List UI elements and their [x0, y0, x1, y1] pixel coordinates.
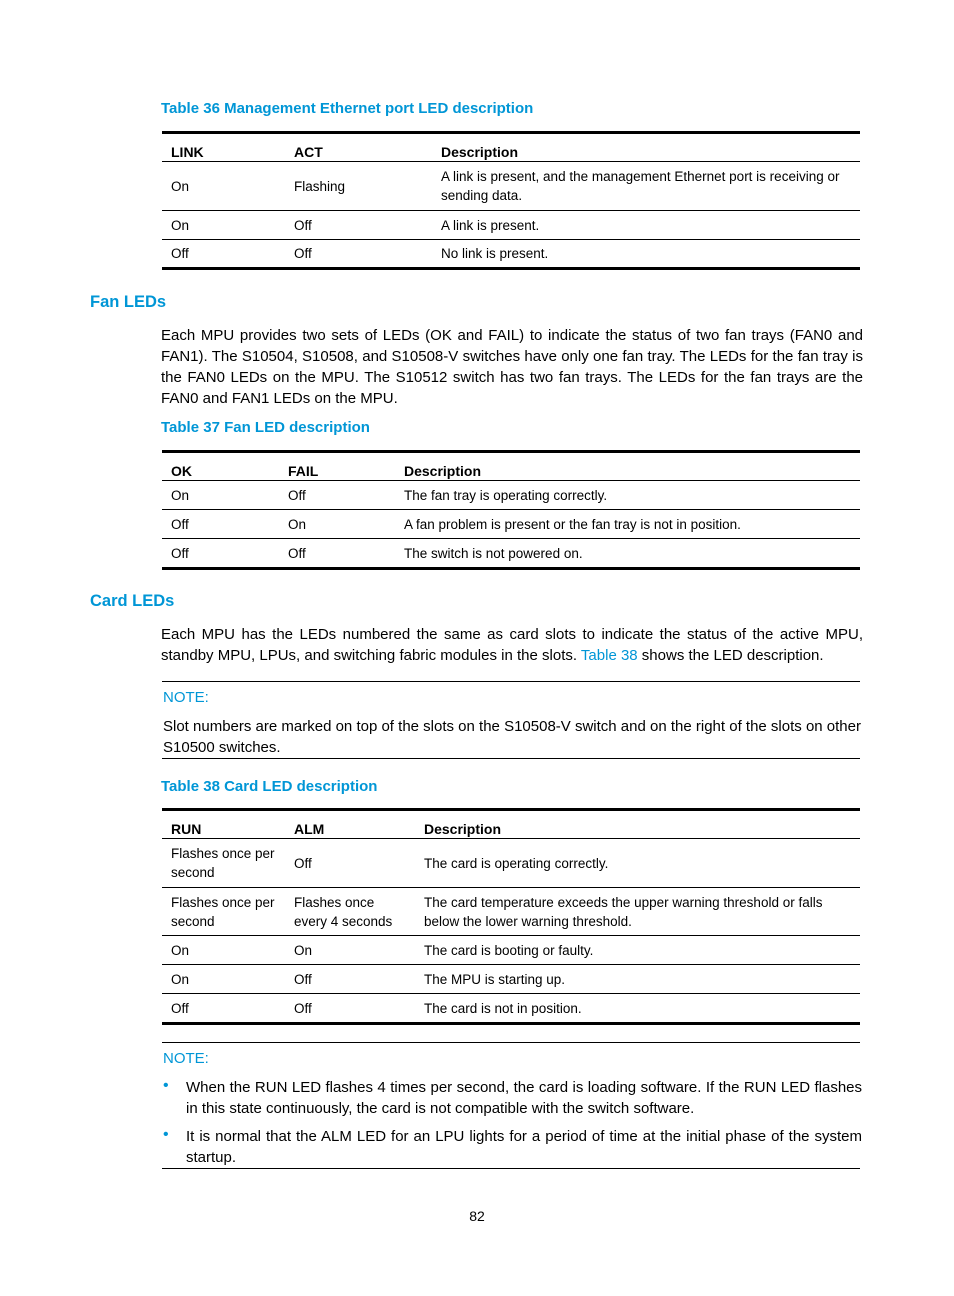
note-bullet-item: It is normal that the ALM LED for an LPU lights for a period of time at the initial phase of the system startup.: [186, 1128, 862, 1166]
table-row: [162, 162, 860, 211]
table-cell: On: [171, 971, 190, 987]
table-cell: Off: [171, 1000, 189, 1016]
table-cell: A fan problem is present or the fan tray is not in position.: [404, 516, 741, 532]
table-cell: Off: [294, 855, 312, 871]
table-cell: Off: [288, 545, 306, 561]
note-bullet-item: When the RUN LED flashes 4 times per second, the card is loading software. If the RUN LED flashes in this state continuously, the card is not compatible with the switch software.: [186, 1079, 862, 1117]
table-row: [162, 211, 860, 240]
table-row: [162, 888, 860, 936]
table-row: [162, 994, 860, 1024]
column-header-alm: ALM: [294, 821, 325, 837]
table-row: [162, 965, 860, 994]
note-text: Slot numbers are marked on top of the slots on the S10508-V switch and on the right of the slots on other S10500 switches.: [163, 718, 861, 756]
note-title: NOTE:: [163, 689, 209, 706]
table-38-caption: Table 38 Card LED description: [161, 778, 378, 795]
table-cell: The card is operating correctly.: [424, 855, 609, 871]
table-row: [162, 539, 860, 569]
table-cell: The card is booting or faulty.: [424, 942, 594, 958]
note-top-rule: [162, 1042, 860, 1043]
table-cell: A link is present.: [441, 217, 540, 233]
table-header-row: [162, 810, 860, 839]
fan-leds-paragraph: Each MPU provides two sets of LEDs (OK and FAIL) to indicate the status of two fan trays (FAN0 and FAN1). The S10504, S10508, and S10508-V switches have only one fan tray. The LEDs for the fan tray is the FAN0 LEDs on the MPU. The S10512 switch has two fan trays. The LEDs for the fan trays are the FAN0 and FAN1 LEDs on the MPU.: [161, 327, 863, 407]
table-cell: Flashes once every 4 seconds: [294, 894, 393, 929]
table-row: [162, 240, 860, 269]
table-cell: Off: [294, 217, 312, 233]
note-top-rule: [162, 681, 860, 682]
table-cell: On: [171, 217, 190, 233]
table-cell: Off: [171, 516, 189, 532]
column-header-act: ACT: [294, 144, 323, 160]
card-leds-heading: Card LEDs: [90, 592, 175, 610]
paragraph-text: Each MPU has the LEDs numbered the same as card slots to indicate the status of the active MPU, standby MPU, LPUs, and switching fabric modules in the slots.: [161, 626, 863, 664]
card-leds-paragraph: [161, 624, 863, 666]
table-header-row: [162, 452, 860, 481]
table-cell: On: [288, 516, 307, 532]
column-header-description: Description: [404, 463, 482, 479]
table-38: [162, 808, 860, 1025]
bullet-icon: •: [163, 1126, 169, 1143]
table-cell: The card is not in position.: [424, 1000, 582, 1016]
column-header-link: LINK: [171, 144, 204, 160]
column-header-ok: OK: [171, 463, 192, 479]
table-cell: The card temperature exceeds the upper warning threshold or falls below the lower warning threshold.: [424, 894, 823, 929]
table-37: [162, 450, 860, 570]
table-37-caption: Table 37 Fan LED description: [161, 419, 370, 436]
table-cell: A link is present, and the management Ethernet port is receiving or sending data.: [441, 169, 840, 203]
table-cell: Off: [294, 971, 312, 987]
table-cell: Off: [294, 246, 312, 261]
note-bottom-rule: [162, 758, 860, 759]
table-cell: The switch is not powered on.: [404, 545, 583, 561]
table-cell: The fan tray is operating correctly.: [404, 487, 608, 503]
table-cell: The MPU is starting up.: [424, 971, 566, 987]
table-cell: On: [171, 178, 190, 194]
table-cell: Off: [171, 545, 189, 561]
page-number: 82: [469, 1208, 485, 1224]
paragraph-text: shows the LED description.: [637, 647, 824, 664]
table-cell: On: [171, 487, 190, 503]
note-bottom-rule: [162, 1168, 860, 1169]
table-cell: No link is present.: [441, 246, 549, 261]
table-36: [162, 131, 860, 270]
table-cell: Off: [171, 246, 189, 261]
bullet-icon: •: [163, 1077, 169, 1094]
table-cell: On: [171, 942, 190, 958]
table-row: [162, 481, 860, 510]
table-36-caption: Table 36 Management Ethernet port LED description: [161, 100, 534, 117]
table-cell: On: [294, 942, 313, 958]
note-title: NOTE:: [163, 1050, 209, 1067]
table-cell: Flashes once per second: [171, 846, 275, 880]
table-header-row: [162, 133, 860, 162]
table-38-link[interactable]: Table 38: [580, 647, 638, 664]
table-cell: Off: [294, 1000, 312, 1016]
table-row: [162, 839, 860, 888]
table-cell: Flashing: [294, 178, 346, 194]
column-header-description: Description: [441, 144, 519, 160]
column-header-fail: FAIL: [288, 463, 319, 479]
column-header-run: RUN: [171, 821, 202, 837]
table-cell: Flashes once per second: [171, 894, 275, 929]
fan-leds-heading: Fan LEDs: [90, 293, 167, 311]
table-row: [162, 510, 860, 539]
column-header-description: Description: [424, 821, 502, 837]
table-cell: Off: [288, 487, 306, 503]
table-row: [162, 936, 860, 965]
